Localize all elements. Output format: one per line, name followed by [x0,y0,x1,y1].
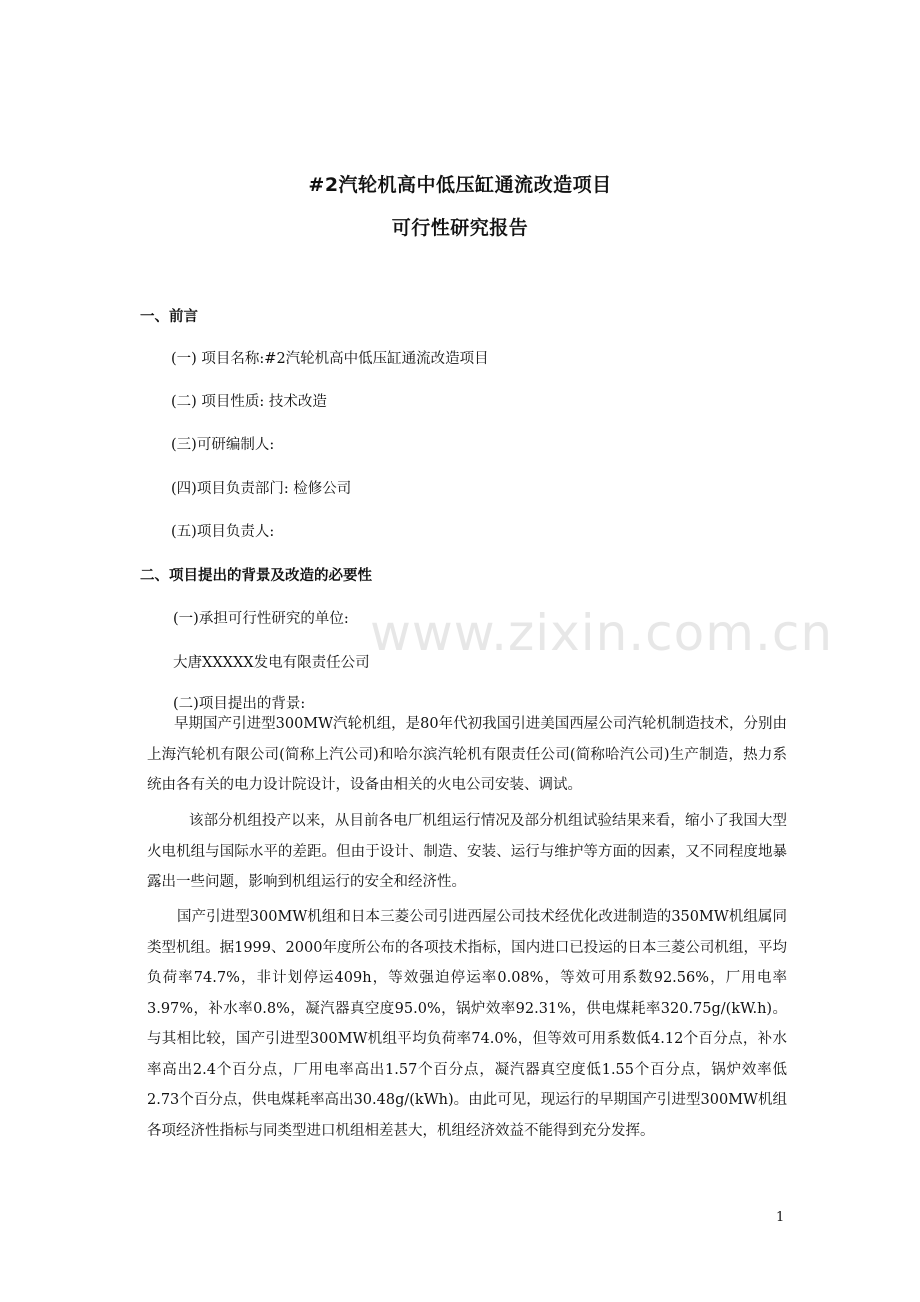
site-watermark: www.zixin.com.cn [370,604,834,662]
project-leader-item: (五)项目负责人: [171,524,275,540]
background-paragraph-3: 国产引进型300MW机组和日本三菱公司引进西屋公司技术经优化改进制造的350MW机组属同类型机组。据1999、2000年度所公布的各项技术指标，国内进口已投运的日本三菱公司机组，平均负荷率74.7%，非计划停运409h，等效强迫停运率0.08%，等效可用系数92.56%，厂用电率3.97%，补水率0.8%，凝汽器真空度95.0%，锅炉效率92.31%，供电煤耗率320.75g/(kW.h)。与其相比较，国产引进型300MW机组平均负荷率74.0%，但等效可用系数低4.12个百分点，补水率高出2.4个百分点，厂用电率高出1.57个百分点，凝汽器真空度低1.55个百分点，锅炉效率低2.73个百分点，供电煤耗率高出30.48g/(kWh)。由此可见，现运行的早期国产引进型300MW机组各项经济性指标与同类型进口机组相差甚大，机组经济效益不能得到充分发挥。 [147,909,787,1139]
background-paragraph-2: 该部分机组投产以来，从目前各电厂机组运行情况及部分机组试验结果来看，缩小了我国大型火电机组与国际水平的差距。但由于设计、制造、安装、运行与维护等方面的因素，又不同程度地暴露出一些问题，影响到机组运行的安全和经济性。 [147,813,787,890]
research-unit-value: 大唐XXXXX发电有限责任公司 [173,655,370,671]
document-title-line2: 可行性研究报告 [391,217,529,239]
report-author-item: (三)可研编制人: [171,437,275,453]
project-background-label: (二)项目提出的背景: [173,696,306,712]
background-paragraph-1: 早期国产引进型300MW汽轮机组，是80年代初我国引进美国西屋公司汽轮机制造技术，分别由上海汽轮机有限公司(简称上汽公司)和哈尔滨汽轮机有限责任公司(简称哈汽公司)生产制造，热力系统由各有关的电力设计院设计，设备由相关的火电公司安装、调试。 [147,716,787,793]
research-unit-label: (一)承担可行性研究的单位: [173,611,349,627]
project-nature-item: (二) 项目性质: 技术改造 [171,394,327,410]
project-name-item: (一) 项目名称:#2汽轮机高中低压缸通流改造项目 [171,351,489,367]
section-heading-preface: 一、前言 [140,309,198,325]
responsible-department-item: (四)项目负责部门: 检修公司 [171,481,352,497]
section-heading-background: 二、项目提出的背景及改造的必要性 [140,568,372,584]
page-number: 1 [776,1210,785,1225]
document-title-line1: #2汽轮机高中低压缸通流改造项目 [308,174,612,196]
